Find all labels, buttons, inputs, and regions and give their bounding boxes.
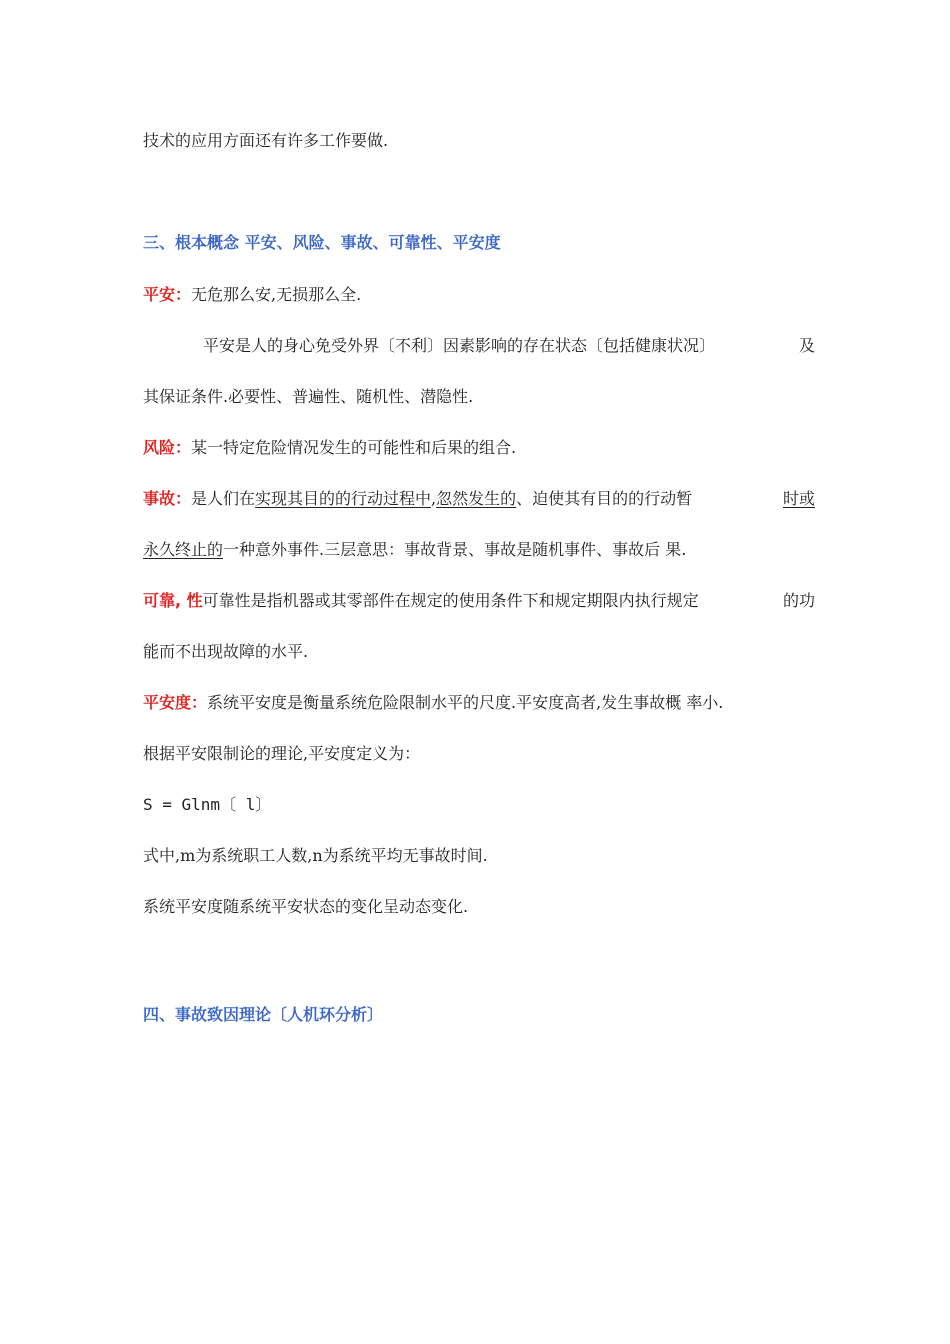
safety-degree-formula: S = Glnm〔 l〕 (143, 795, 272, 814)
safety-def: 无危那么安,无损那么全. (191, 285, 362, 304)
reliability-definition-line1 (143, 590, 815, 612)
reliability-line1-main (143, 590, 699, 612)
accident-line1-main (143, 488, 692, 510)
accident-t2: , (431, 489, 437, 508)
reliability-definition-line2: 能而不出现故障的水平. (143, 642, 309, 661)
accident-definition-line1 (143, 488, 815, 510)
section-3-heading: 三、根本概念 平安、风险、事故、可靠性、平安度 (143, 233, 501, 252)
safety-para1-a: 平安是人的身心免受外界〔不利〕因素影响的存在状态〔包括健康状况〕 (203, 336, 716, 355)
risk-term: 风险： (143, 438, 192, 457)
safety-degree-line1 (143, 692, 823, 714)
section-4-heading: 四、事故致因理论〔人机环分析〕 (143, 1005, 384, 1024)
accident-t4: 一种意外事件.三层意思：事故背景、事故是随机事件、事故后 果. (223, 540, 687, 559)
accident-t1: 是人们在 (191, 489, 256, 508)
accident-t3: 、迫使其有目的的行动暂 (516, 489, 693, 508)
accident-term: 事故： (143, 489, 192, 508)
safety-paragraph-line1 (203, 335, 815, 357)
accident-definition-line2 (143, 539, 823, 561)
accident-u4: 永久终止的 (143, 540, 224, 559)
reliability-term: 可靠, 性 (143, 591, 203, 610)
safety-degree-line3: 式中,m为系统职工人数,n为系统平均无事故时间. (143, 846, 488, 865)
intro-tail-text: 技术的应用方面还有许多工作要做. (143, 131, 389, 150)
safety-definition (143, 284, 823, 306)
risk-def: 某一特定危险情况发生的可能性和后果的组合. (191, 438, 517, 457)
safety-degree-term: 平安度： (143, 693, 208, 712)
accident-u2: 忽然发生的 (436, 489, 517, 508)
safety-degree-line1-text: 系统平安度是衡量系统危险限制水平的尺度.平安度高者,发生事故概 率小. (207, 693, 724, 712)
safety-degree-line4: 系统平安度随系统平安状态的变化呈动态变化. (143, 897, 469, 916)
safety-paragraph-line2: 其保证条件.必要性、普遍性、随机性、潜隐性. (143, 387, 474, 406)
reliability-line1-b: 的功 (782, 591, 815, 610)
safety-para1-b: 及 (798, 336, 815, 355)
risk-definition (143, 437, 823, 459)
safety-degree-line2: 根据平安限制论的理论,平安度定义为： (143, 744, 421, 763)
accident-u3: 时或 (782, 489, 815, 508)
safety-term: 平安： (143, 285, 192, 304)
reliability-line1-a: 可靠性是指机器或其零部件在规定的使用条件下和规定期限内执行规定 (202, 591, 699, 610)
accident-u1: 实现其目的的行动过程中 (255, 489, 432, 508)
